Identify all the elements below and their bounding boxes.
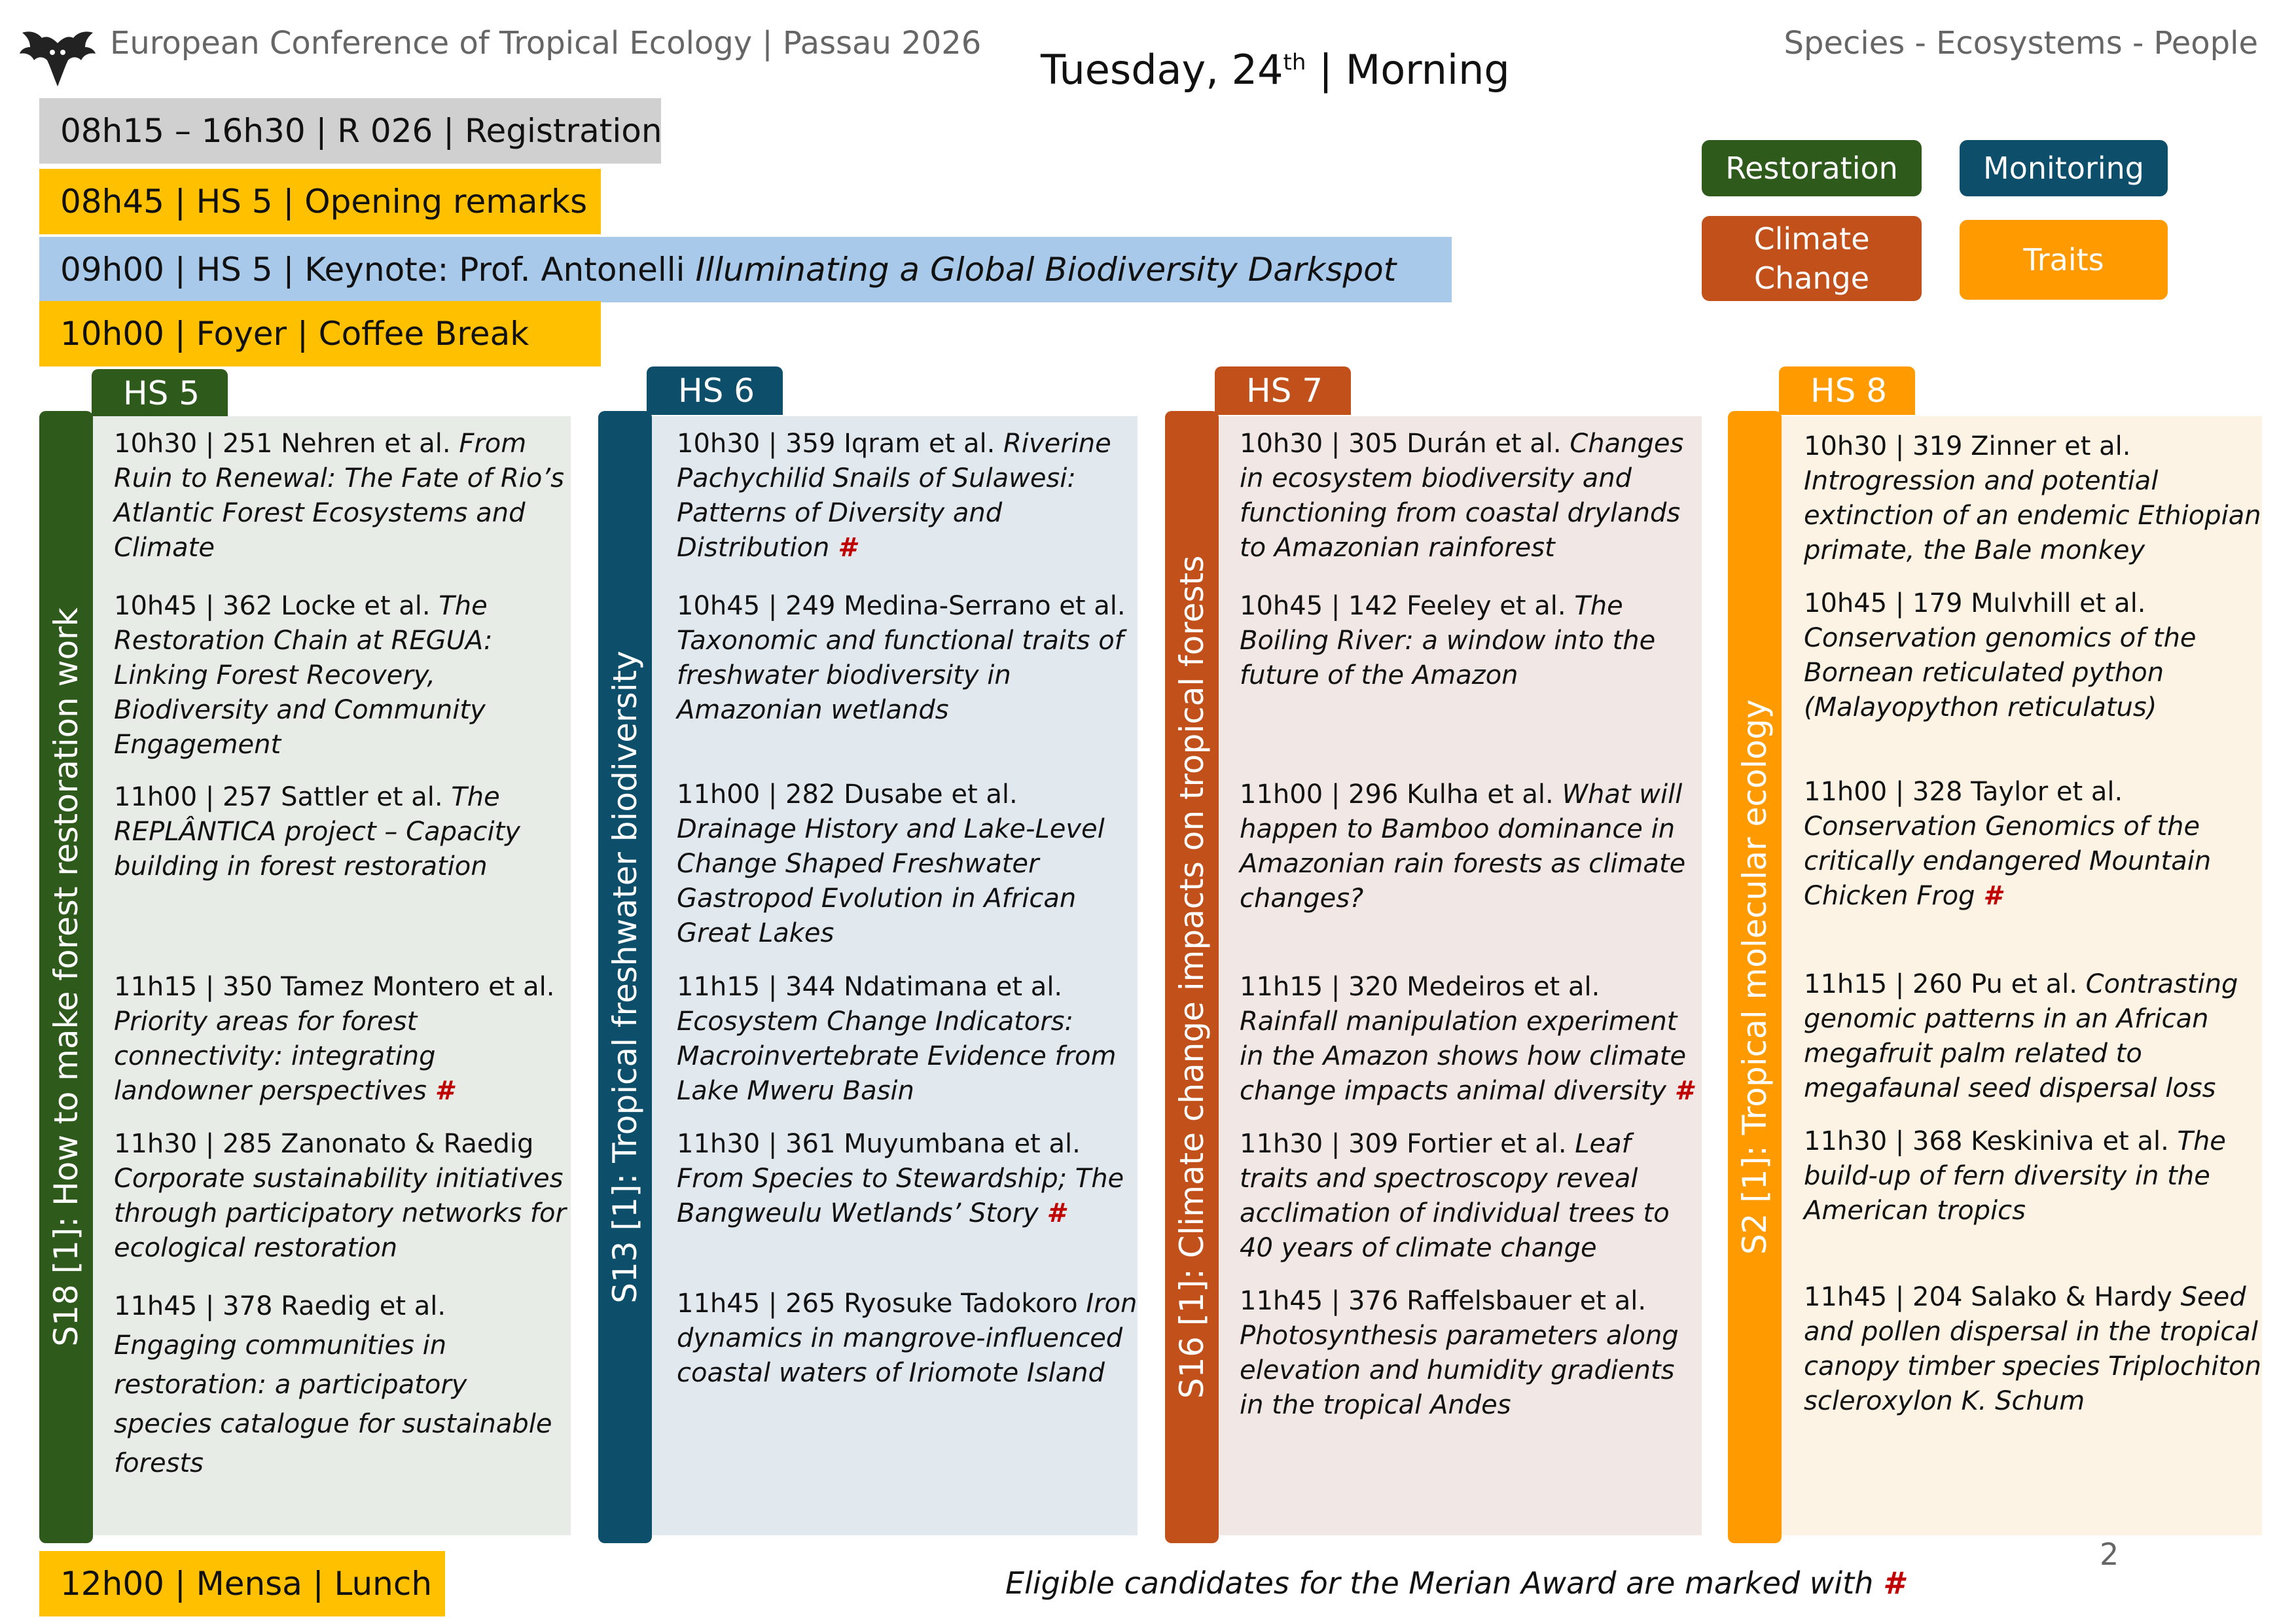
talk-title: From Ruin to Renewal: The Fate of Rio’s Atlantic Forest Ecosystems and Climate	[114, 429, 564, 563]
day-suffix: th	[1283, 49, 1306, 76]
talk-time: 11h45 | 376 Raffelsbauer et al.	[1240, 1286, 1647, 1316]
talk-time: 11h00 | 296 Kulha et al.	[1240, 779, 1562, 810]
talk-s18-1	[114, 427, 572, 565]
conference-motto: Species - Ecosystems - People	[1784, 25, 2258, 62]
legend-climate-line2: Change	[1753, 260, 1870, 296]
keynote-title: Illuminating a Global Biodiversity Darkspot	[695, 251, 1397, 289]
talk-s18-4	[114, 970, 572, 1109]
talk-s18-3	[114, 780, 572, 884]
talk-s13-6	[677, 1287, 1138, 1391]
talk-s2-2	[1804, 586, 2262, 725]
talk-title: Riverine Pachychilid Snails of Sulawesi: Patterns of Diversity and Distribution	[677, 429, 1111, 563]
merian-note	[1005, 1565, 1904, 1601]
talk-s16-1	[1240, 427, 1698, 565]
lunch-bar: 12h00 | Mensa | Lunch	[39, 1551, 445, 1616]
session-label-s2: S2 [1]: Tropical molecular ecology	[1736, 699, 1774, 1255]
session-label-s16: S16 [1]: Climate change impacts on tropical forests	[1173, 555, 1211, 1399]
talk-time: 11h15 | 320 Medeiros et al.	[1240, 972, 1600, 1002]
talk-time: 11h30 | 361 Muyumbana et al.	[677, 1129, 1081, 1159]
talk-title: Conservation Genomics of the critically endangered Mountain Chicken Frog	[1804, 812, 2212, 911]
talk-title: Seed and pollen dispersal in the tropical canopy timber species Triplochiton scleroxylon K. Schum	[1804, 1282, 2261, 1416]
talk-title: The Boiling River: a window into the future of the Amazon	[1240, 591, 1656, 690]
conference-logo	[18, 24, 97, 92]
page-number: 2	[2100, 1537, 2119, 1572]
talk-title: Leaf traits and spectroscopy reveal acclimation of individual trees to 40 years of climate change	[1240, 1129, 1670, 1263]
talk-time: 10h45 | 142 Feeley et al.	[1240, 591, 1575, 621]
session-strip-s18	[39, 411, 93, 1543]
bat-logo-icon	[18, 24, 97, 92]
coffee-bar: 10h00 | Foyer | Coffee Break	[39, 301, 601, 366]
keynote-bar	[39, 237, 1452, 302]
merian-mark: #	[435, 1076, 454, 1106]
talk-time: 11h15 | 350 Tamez Montero et al.	[114, 972, 555, 1002]
legend-traits-label: Traits	[2023, 242, 2104, 277]
talk-title: Contrasting genomic patterns in an African megafruit palm related to megafaunal seed dispersal loss	[1804, 969, 2238, 1103]
talk-time: 11h30 | 368 Keskiniva et al.	[1804, 1126, 2178, 1156]
legend-restoration	[1702, 140, 1922, 196]
talk-title: Engaging communities in restoration: a participatory species catalogue for sustainable forests	[114, 1330, 552, 1478]
talk-title: Rainfall manipulation experiment in the Amazon shows how climate change impacts animal diversity	[1240, 1007, 1687, 1106]
talk-title: From Species to Stewardship; The Bangweulu Wetlands’ Story	[677, 1164, 1124, 1228]
talk-s16-4	[1240, 970, 1698, 1109]
legend-monitoring	[1960, 140, 2168, 196]
session-strip-s16	[1165, 411, 1219, 1543]
merian-note-text: Eligible candidates for the Merian Award are marked with	[1005, 1565, 1883, 1601]
legend-climate-line1: Climate	[1753, 221, 1870, 257]
registration-bar: 08h15 – 16h30 | R 026 | Registration	[39, 98, 661, 164]
talk-s16-6	[1240, 1284, 1698, 1423]
session-strip-s2	[1728, 411, 1782, 1543]
talk-s2-1	[1804, 429, 2262, 568]
talk-time: 11h15 | 344 Ndatimana et al.	[677, 972, 1063, 1002]
legend-traits	[1960, 220, 2168, 300]
talk-s13-3	[677, 777, 1138, 951]
talk-title: The REPLÂNTICA project – Capacity building in forest restoration	[114, 782, 520, 882]
merian-mark: #	[1983, 881, 2002, 911]
talk-s13-1	[677, 427, 1138, 565]
talk-s2-3	[1804, 775, 2262, 914]
talk-s13-2	[677, 589, 1138, 728]
talk-time: 11h45 | 265 Ryosuke Tadokoro	[677, 1289, 1086, 1319]
keynote-info: 09h00 | HS 5 | Keynote: Prof. Antonelli	[60, 251, 696, 289]
talk-title: Priority areas for forest connectivity: integrating landowner perspectives	[114, 1007, 436, 1106]
talk-time: 10h30 | 251 Nehren et al.	[114, 429, 459, 459]
day-label: Tuesday, 24	[1041, 46, 1283, 94]
talk-time: 11h15 | 260 Pu et al.	[1804, 969, 2086, 999]
talk-time: 11h00 | 328 Taylor et al.	[1804, 777, 2123, 807]
legend-monitoring-label: Monitoring	[1983, 151, 2144, 186]
talk-time: 11h00 | 282 Dusabe et al.	[677, 779, 1018, 810]
opening-bar: 08h45 | HS 5 | Opening remarks	[39, 169, 601, 234]
talk-time: 11h00 | 257 Sattler et al.	[114, 782, 452, 812]
merian-mark: #	[838, 533, 856, 563]
merian-mark: #	[1047, 1198, 1066, 1228]
talk-time: 10h30 | 359 Iqram et al.	[677, 429, 1004, 459]
room-tab-hs6: HS 6	[647, 366, 783, 415]
talk-title: Taxonomic and functional traits of freshwater biodiversity in Amazonian wetlands	[677, 626, 1124, 725]
day-part: | Morning	[1306, 46, 1510, 94]
legend-restoration-label: Restoration	[1725, 151, 1898, 186]
talk-title: Drainage History and Lake-Level Change Shaped Freshwater Gastropod Evolution in African Great Lakes	[677, 814, 1105, 948]
talk-s13-4	[677, 970, 1138, 1109]
talk-s2-4	[1804, 967, 2262, 1106]
talk-time: 10h30 | 319 Zinner et al.	[1804, 431, 2131, 461]
talk-s2-5	[1804, 1124, 2262, 1228]
talk-time: 10h45 | 179 Mulvhill et al.	[1804, 588, 2146, 618]
talk-s18-5	[114, 1127, 572, 1266]
talk-s16-3	[1240, 777, 1698, 916]
talk-title: Introgression and potential extinction of an endemic Ethiopian primate, the Bale monkey	[1804, 466, 2261, 565]
talk-title: The build-up of fern diversity in the American tropics	[1804, 1126, 2226, 1226]
room-tab-hs7: HS 7	[1215, 366, 1351, 415]
talk-time: 11h30 | 285 Zanonato & Raedig	[114, 1129, 534, 1159]
talk-title: Changes in ecosystem biodiversity and functioning from coastal drylands to Amazonian rainforest	[1240, 429, 1684, 563]
page-title	[1041, 46, 1510, 94]
talk-time: 11h45 | 204 Salako & Hardy	[1804, 1282, 2181, 1312]
session-label-s18: S18 [1]: How to make forest restoration work	[47, 607, 85, 1347]
conference-name: European Conference of Tropical Ecology | Passau 2026	[110, 25, 982, 62]
talk-time: 10h45 | 362 Locke et al.	[114, 591, 439, 621]
talk-s16-5	[1240, 1127, 1698, 1266]
talk-time: 10h30 | 305 Durán et al.	[1240, 429, 1570, 459]
talk-s13-5	[677, 1127, 1138, 1231]
talk-title: Ecosystem Change Indicators: Macroinvertebrate Evidence from Lake Mweru Basin	[677, 1007, 1117, 1106]
talk-title: Iron dynamics in mangrove-influenced coastal waters of Iriomote Island	[677, 1289, 1138, 1388]
legend-climate-change	[1702, 216, 1922, 301]
talk-title: Photosynthesis parameters along elevation and humidity gradients in the tropical Andes	[1240, 1321, 1679, 1420]
talk-s2-6	[1804, 1280, 2262, 1419]
session-label-s13: S13 [1]: Tropical freshwater biodiversity	[606, 651, 644, 1304]
talk-s18-2	[114, 589, 572, 762]
session-strip-s13	[598, 411, 652, 1543]
talk-time: 11h45 | 378 Raedig et al.	[114, 1291, 446, 1321]
talk-title: Corporate sustainability initiatives through participatory networks for ecological restoration	[114, 1164, 566, 1263]
room-tab-hs8: HS 8	[1779, 366, 1915, 415]
talk-title: What will happen to Bamboo dominance in Amazonian rain forests as climate changes?	[1240, 779, 1686, 914]
talk-time: 10h45 | 249 Medina-Serrano et al.	[677, 591, 1126, 621]
room-tab-hs5: HS 5	[92, 369, 228, 418]
talk-title: Conservation genomics of the Bornean reticulated python (Malayopython reticulatus)	[1804, 623, 2197, 722]
merian-note-mark: #	[1883, 1565, 1905, 1601]
talk-s16-2	[1240, 589, 1698, 693]
merian-mark: #	[1674, 1076, 1693, 1106]
talk-title: The Restoration Chain at REGUA: Linking Forest Recovery, Biodiversity and Community Engagement	[114, 591, 493, 760]
talk-time: 11h30 | 309 Fortier et al.	[1240, 1129, 1575, 1159]
talk-s18-6	[114, 1287, 572, 1483]
